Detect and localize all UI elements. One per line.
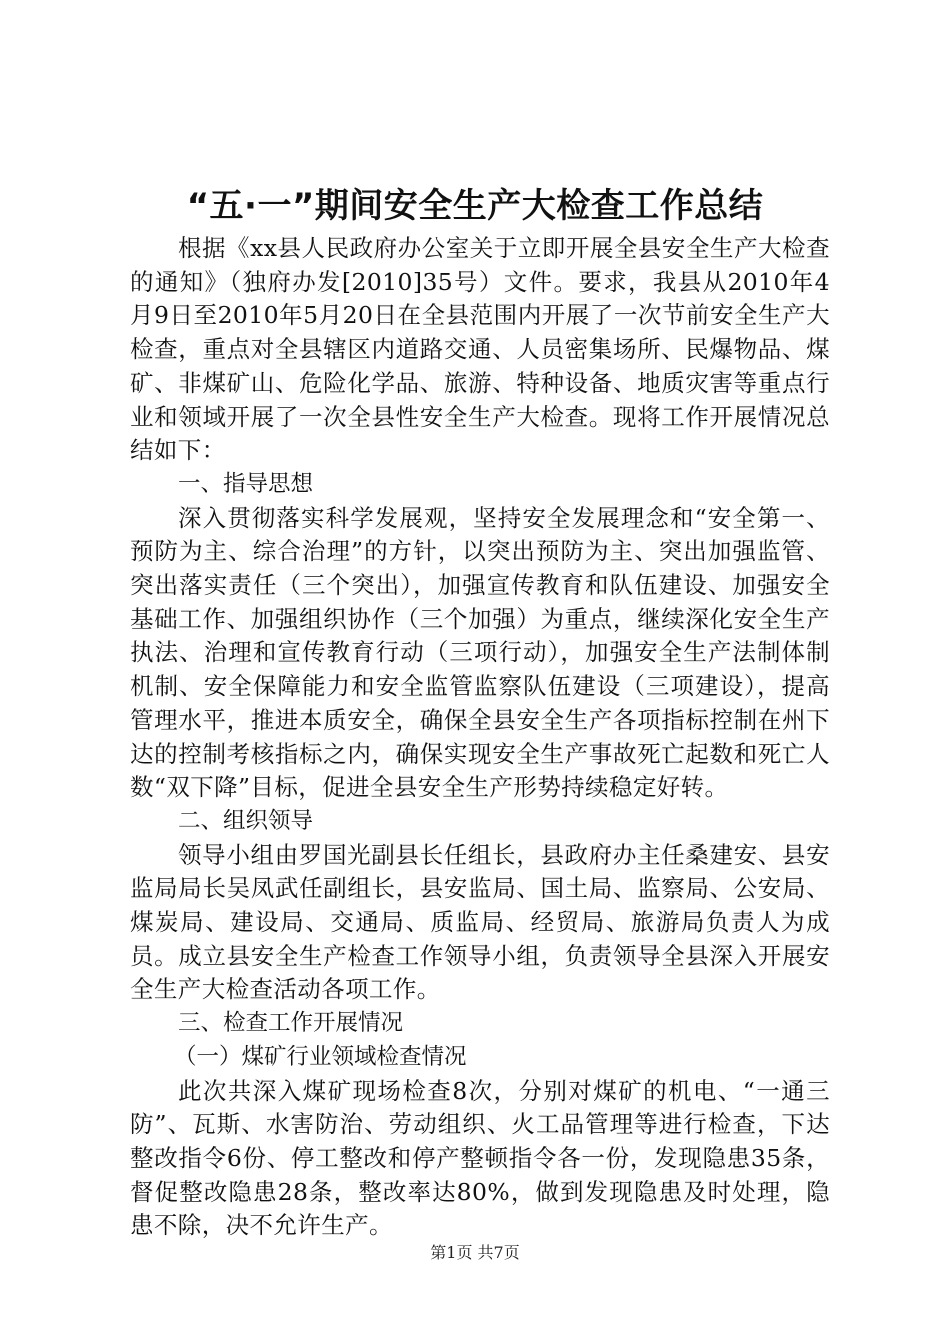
document-body (130, 232, 830, 1243)
subsection-heading-coal-mine: （一）煤矿行业领域检查情况 (174, 1043, 467, 1070)
section-heading-organization: 二、组织领导 (178, 807, 314, 834)
guiding-ideology-paragraph: 深入贯彻落实科学发展观，坚持安全发展理念和“安全第一、预防为主、综合治理”的方针，以突出预防为主、突出加强监管、突出落实责任（三个突出），加强宣传教育和队伍建设、加强安全基础工作、加强组织协作（三个加强）为重点，继续深化安全生产执法、治理和宣传教育行动（三项行动），加强安全生产法制体制机制、安全保障能力和安全监管监察队伍建设（三项建设），提高管理水平，推进本质安全，确保全县安全生产各项指标控制在州下达的控制考核指标之内，确保实现安全生产事故死亡起数和死亡人数“双下降”目标，促进全县安全生产形势持续稳定好转。 (130, 503, 830, 802)
document-title: “五·一”期间安全生产大检查工作总结 (186, 186, 764, 226)
organization-paragraph: 领导小组由罗国光副县长任组长，县政府办主任桑建安、县安监局局长吴凤武任副组长，县安监局、国土局、监察局、公安局、煤炭局、建设局、交通局、质监局、经贸局、旅游局负责人为成员。成立县安全生产检查工作领导小组，负责领导全县深入开展安全生产大检查活动各项工作。 (130, 840, 830, 1004)
section-heading-inspection-work: 三、检查工作开展情况 (178, 1010, 404, 1037)
section-heading-guiding-ideology: 一、指导思想 (178, 470, 314, 497)
intro-paragraph: 根据《xx县人民政府办公室关于立即开展全县安全生产大检查的通知》（独府办发[2010]35号）文件。要求，我县从2010年4月9日至2010年5月20日在全县范围内开展了一次节前安全生产大检查，重点对全县辖区内道路交通、人员密集场所、民爆物品、煤矿、非煤矿山、危险化学品、旅游、特种设备、地质灾害等重点行业和领域开展了一次全县性安全生产大检查。现将工作开展情况总结如下： (130, 234, 830, 465)
page-number-footer: 第1页 共7页 (430, 1243, 520, 1262)
coal-mine-paragraph: 此次共深入煤矿现场检查8次，分别对煤矿的机电、“一通三防”、瓦斯、水害防治、劳动组织、火工品管理等进行检查，下达整改指令6份、停工整改和停产整顿指令各一份，发现隐患35条，督促整改隐患28条，整改率达80%，做到发现隐患及时处理，隐患不除，决不允许生产。 (130, 1076, 830, 1240)
